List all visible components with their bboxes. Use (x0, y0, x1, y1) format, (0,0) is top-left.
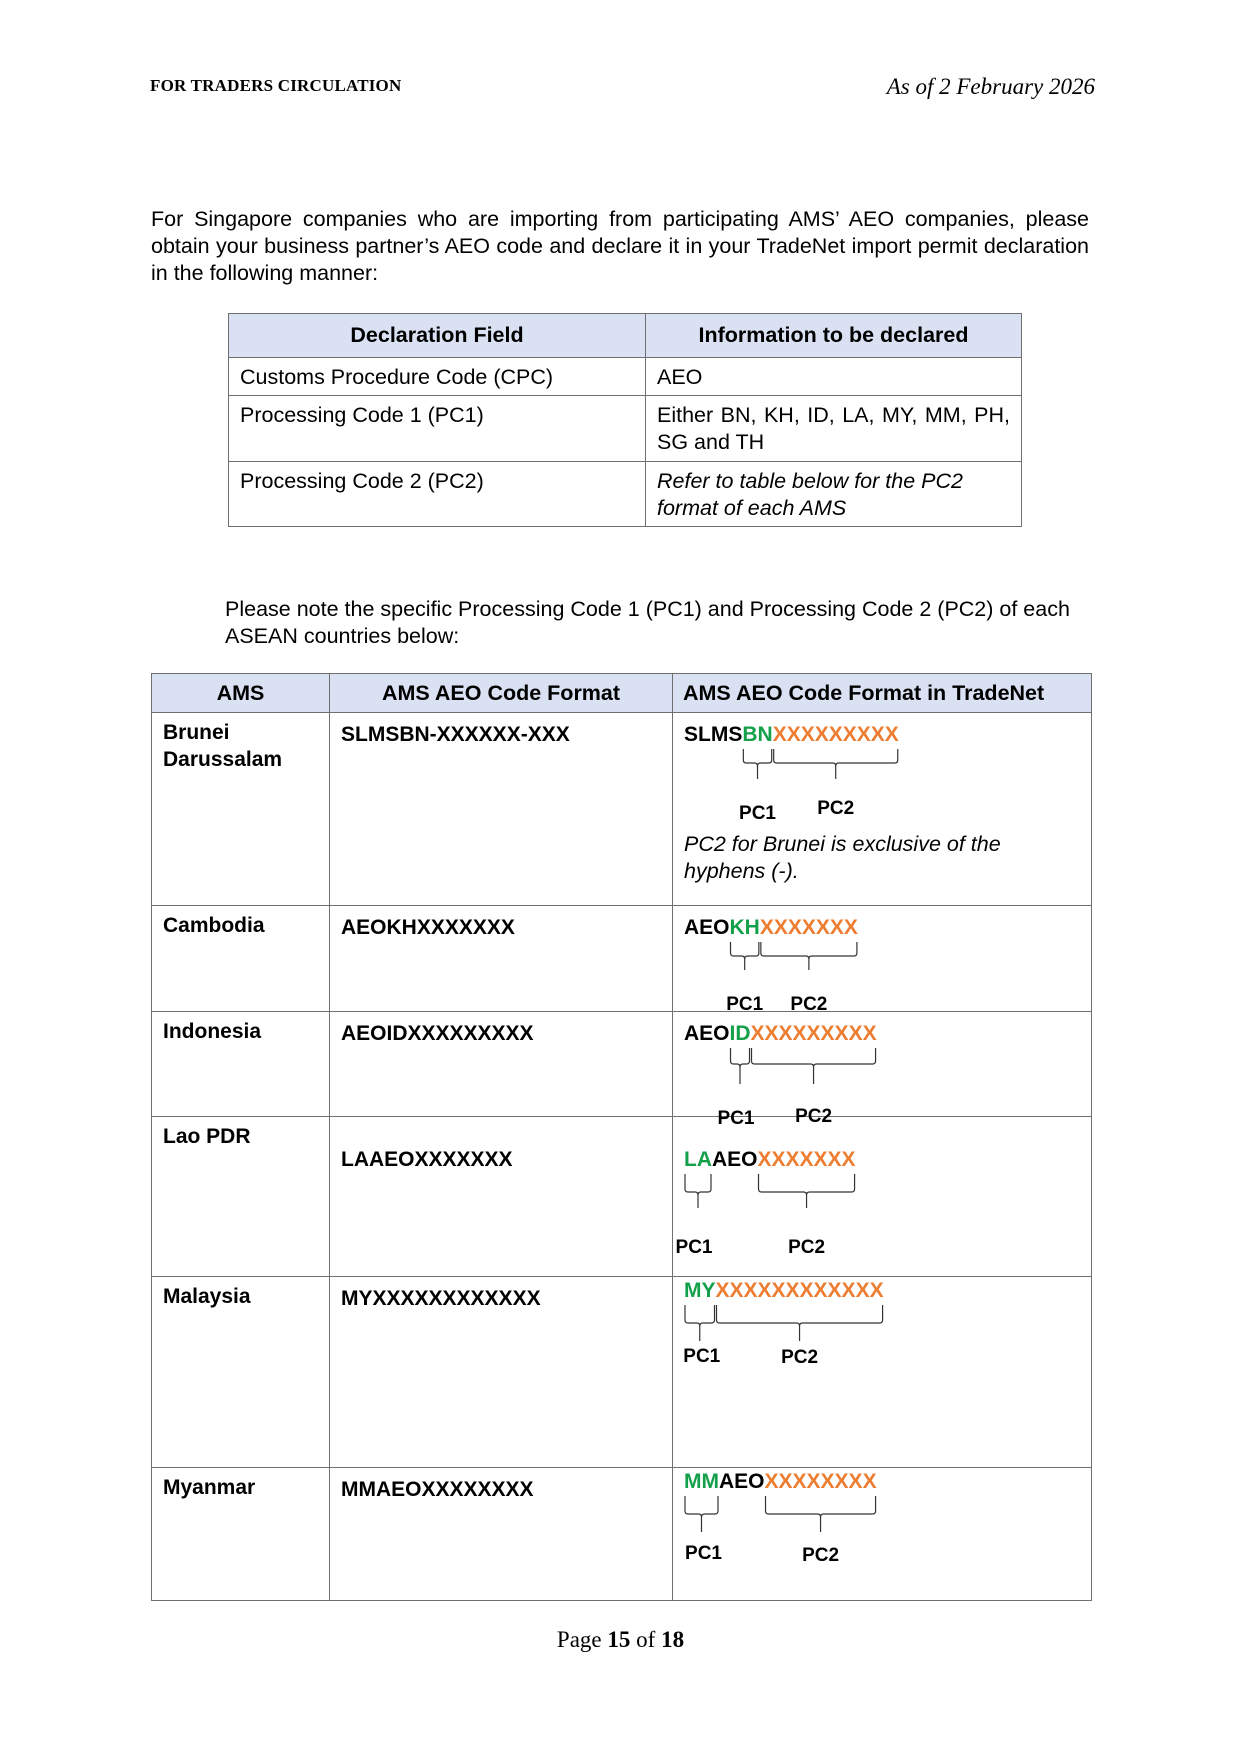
code-prefix: SLMS (684, 723, 743, 746)
country-cell: Malaysia (152, 1277, 330, 1468)
ams-code-table (151, 673, 1092, 1601)
table-row (152, 1012, 1092, 1117)
code-pc2-segment: XXXXXXXX (764, 1470, 877, 1493)
code-middle: AEO (719, 1470, 765, 1493)
table-row (152, 713, 1092, 906)
brace-annotations (673, 1012, 1090, 1115)
header-tradenet-format: AMS AEO Code Format in TradeNet (673, 674, 1092, 713)
code-pc2-segment: XXXXXXX (757, 1148, 856, 1171)
table-row (152, 1277, 1092, 1468)
code-format-cell: LAAEOXXXXXXX (330, 1117, 673, 1277)
brace-icon (717, 1305, 883, 1341)
tradenet-format-cell (673, 1468, 1092, 1601)
brace-icon (685, 1496, 718, 1532)
country-cell: Brunei Darussalam (152, 713, 330, 906)
tradenet-code-diagram (673, 1012, 1091, 1129)
page-word: Page (556, 1627, 602, 1652)
pc1-label: PC1 (675, 1237, 713, 1258)
tradenet-format-cell (673, 1277, 1092, 1468)
brace-icon (774, 749, 898, 779)
brace-icon (731, 942, 759, 970)
pc1-label: PC1 (739, 803, 776, 824)
code-pc1-segment: BN (742, 723, 773, 746)
info-cell: Refer to table below for the PC2 format of each AMS (646, 462, 1022, 527)
tradenet-code-diagram (673, 1468, 1091, 1599)
code-format-cell: MYXXXXXXXXXXXX (330, 1277, 673, 1468)
header-date: As of 2 February 2026 (886, 74, 1095, 99)
pc2-label: PC2 (802, 1545, 840, 1566)
brace-annotations (673, 1277, 1090, 1466)
declaration-table-header (229, 314, 1022, 358)
brace-icon (731, 1048, 750, 1084)
header-code-format: AMS AEO Code Format (330, 674, 673, 713)
of-word: of (636, 1627, 656, 1652)
code-format-cell: MMAEOXXXXXXXX (330, 1468, 673, 1601)
tradenet-note: PC2 for Brunei is exclusive of the hyphens (-). (684, 832, 1001, 883)
brace-annotations (673, 1468, 1090, 1599)
brace-icon (743, 749, 771, 779)
code-pc1-segment: ID (729, 1022, 751, 1045)
header-information: Information to be declared (646, 314, 1022, 358)
pc2-label: PC2 (790, 994, 828, 1015)
code-pc2-segment: XXXXXXX (759, 916, 858, 939)
country-cell: Lao PDR (152, 1117, 330, 1277)
code-prefix: AEO (684, 1022, 730, 1045)
code-pc1-segment: KH (729, 916, 760, 939)
table-row (229, 358, 1022, 396)
code-pc1-segment: MM (684, 1470, 719, 1493)
table-row (229, 396, 1022, 462)
code-format-cell: AEOKHXXXXXXX (330, 906, 673, 1012)
code-middle: AEO (712, 1148, 758, 1171)
pc2-label: PC2 (781, 1347, 819, 1368)
brace-icon (759, 1174, 855, 1208)
brace-icon (752, 1048, 876, 1084)
brace-annotations (673, 906, 1090, 1010)
tradenet-format-cell (673, 1012, 1092, 1129)
page-footer (0, 1627, 1241, 1653)
pc1-label: PC1 (685, 1543, 722, 1564)
header-ams: AMS (152, 674, 330, 713)
pc2-label: PC2 (788, 1237, 826, 1258)
code-format-cell: AEOIDXXXXXXXXX (330, 1012, 673, 1117)
brace-annotations (673, 1117, 1090, 1275)
info-cell: Either BN, KH, ID, LA, MY, MM, PH, SG and TH (646, 396, 1022, 462)
code-pc2-segment: XXXXXXXXX (772, 723, 899, 746)
brace-icon (766, 1496, 876, 1532)
brace-icon (685, 1305, 715, 1341)
country-cell: Indonesia (152, 1012, 330, 1117)
declaration-table (228, 313, 1022, 527)
pc2-label: PC2 (795, 1106, 833, 1127)
page-total: 18 (661, 1627, 685, 1652)
brace-annotations (673, 713, 1090, 904)
pc1-label: PC1 (717, 1108, 755, 1129)
brace-icon (685, 1174, 711, 1208)
page-number: 15 (607, 1627, 631, 1652)
code-pc2-segment: XXXXXXXXXXXX (715, 1279, 884, 1302)
field-cell: Processing Code 2 (PC2) (229, 462, 646, 527)
code-pc1-segment: MY (684, 1279, 716, 1302)
field-cell: Processing Code 1 (PC1) (229, 396, 646, 462)
tradenet-code-diagram (673, 1277, 1091, 1466)
tradenet-code-diagram (673, 713, 1091, 904)
country-cell: Myanmar (152, 1468, 330, 1601)
tradenet-format-cell (673, 713, 1092, 906)
code-format-cell: SLMSBN-XXXXXX-XXX (330, 713, 673, 906)
ams-table-header (152, 674, 1092, 713)
note-paragraph: Please note the specific Processing Code 1 (PC1) and Processing Code 2 (PC2) of each ASEAN countries below: (225, 597, 1070, 648)
info-cell: AEO (646, 358, 1022, 396)
tradenet-format-cell (673, 1117, 1092, 1277)
code-prefix: AEO (684, 916, 730, 939)
intro-paragraph: For Singapore companies who are importing from participating AMS’ AEO companies, please obtain your business partner’s AEO code and declare it in your TradeNet import permit declaration in the following manner: (151, 207, 1089, 285)
table-row (152, 906, 1092, 1012)
header-declaration-field: Declaration Field (229, 314, 646, 358)
brace-icon (761, 942, 857, 970)
code-pc1-segment: LA (684, 1148, 712, 1171)
tradenet-code-diagram (673, 906, 1091, 1015)
pc1-label: PC1 (683, 1346, 721, 1367)
pc2-label: PC2 (817, 798, 855, 819)
tradenet-format-cell (673, 906, 1092, 1015)
code-pc2-segment: XXXXXXXXX (750, 1022, 877, 1045)
table-row (229, 462, 1022, 527)
table-row (152, 1117, 1092, 1277)
field-cell: Customs Procedure Code (CPC) (229, 358, 646, 396)
header-circulation-label: FOR TRADERS CIRCULATION (150, 76, 402, 95)
tradenet-code-diagram (673, 1117, 1091, 1275)
country-cell: Cambodia (152, 906, 330, 1012)
pc1-label: PC1 (726, 994, 764, 1015)
table-row (152, 1468, 1092, 1601)
